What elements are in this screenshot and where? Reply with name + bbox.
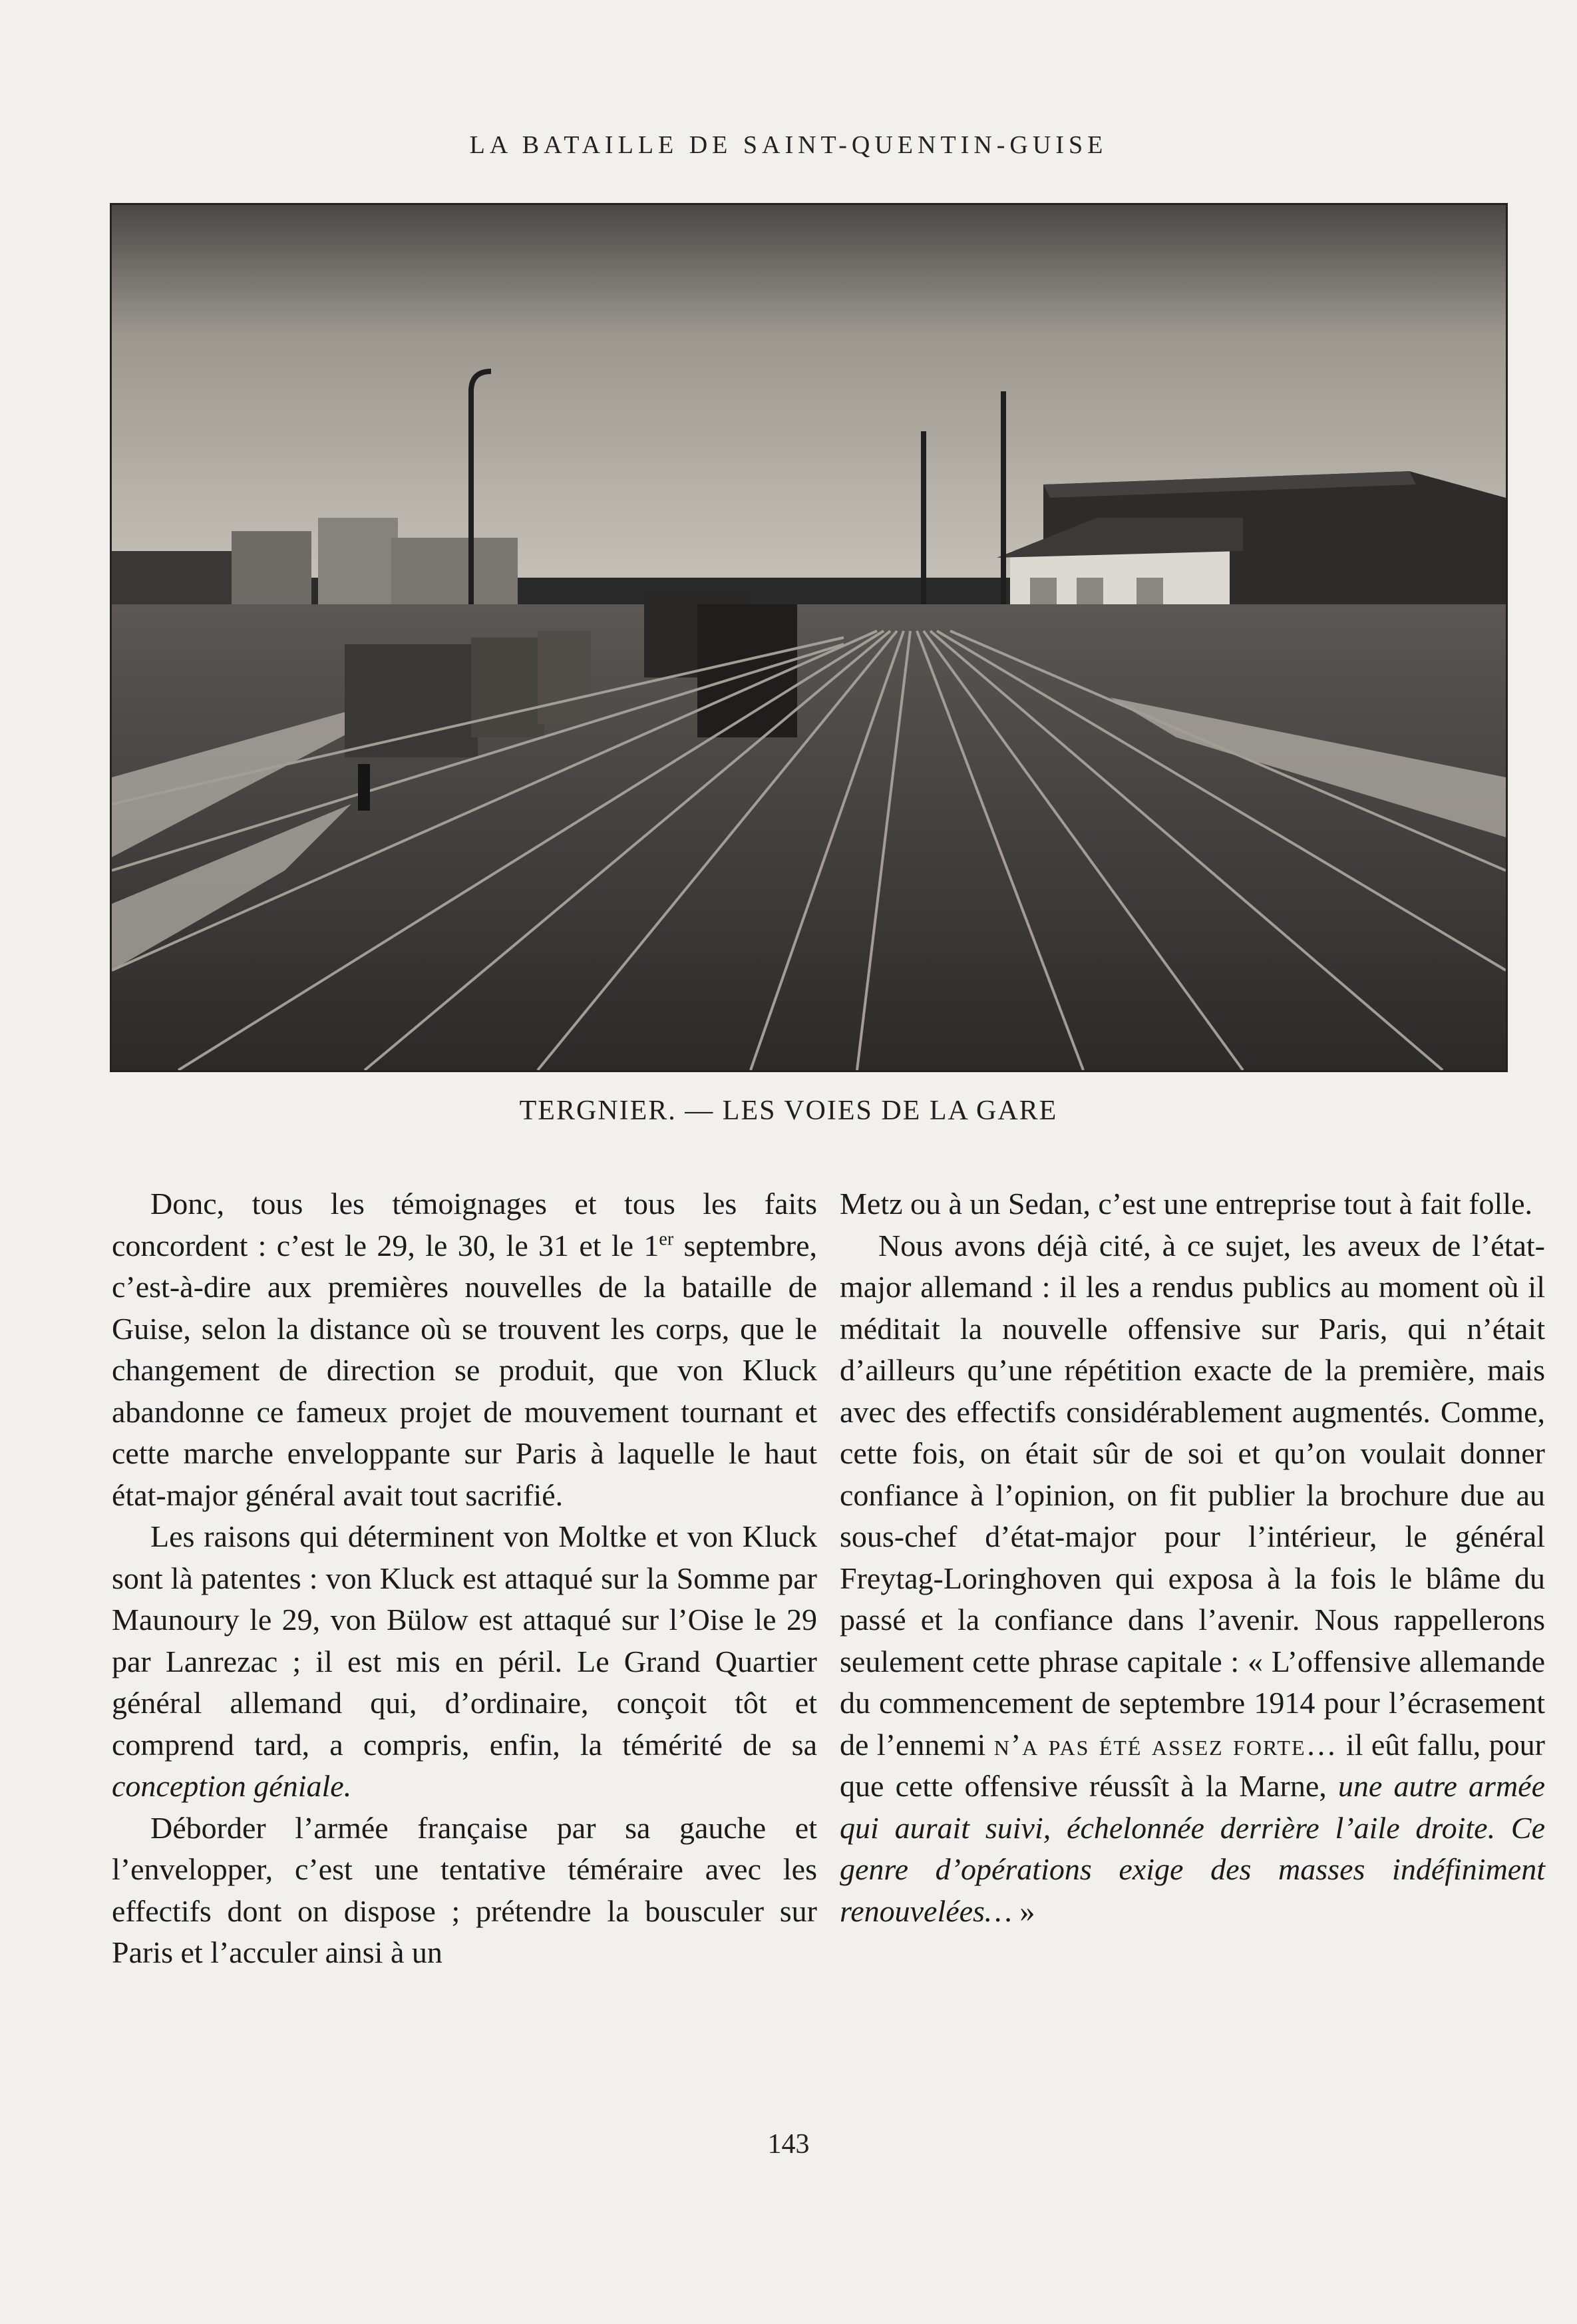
- paragraph: [840, 1183, 1545, 1225]
- railway-yard-illustration: [112, 205, 1506, 1070]
- station-photograph: [110, 203, 1508, 1072]
- paragraph-text: il eût fallu, pour que cette offensive réussît à la Marne,: [840, 1727, 1545, 1803]
- right-text-column: [840, 1183, 1545, 1932]
- ground: [112, 604, 1506, 1070]
- paragraph-text: Déborder l’armée française par sa gauche et l’envelopper, c’est une tentative téméraire avec les effectifs dont on dispose ; prétendre la bousculer sur Paris et l’acculer ainsi à un: [112, 1810, 817, 1969]
- paragraph: [112, 1808, 817, 1974]
- figure-caption: TERGNIER. — LES VOIES DE LA GARE: [519, 1095, 1058, 1126]
- closing-quote: »: [1011, 1893, 1035, 1928]
- page-number: 143: [767, 2129, 810, 2160]
- paragraph-text: Nous avons déjà cité, à ce sujet, les aveux de l’état-major allemand : il les a rendus publics au moment où il méditait la nouvelle offensive sur Paris, qui n’était d’ailleurs qu’une répétition exacte de la première, mais avec des effectifs considérablement augmentés. Comme, cette fois, on était sûr de soi et qu’on voulait donner confiance à l’opinion, on fit publier la brochure due au sous-chef d’état-major pour l’intérieur, le général Freytag-Loringhoven qui exposa à la fois le blâme du passé et la confiance dans l’avenir. Nous rappellerons seulement cette phrase capitale : « L’offensive allemande du commencement de septembre 1914 pour l’écrasement de l’ennemi: [840, 1228, 1545, 1762]
- paragraph: [112, 1516, 817, 1808]
- standing-figure: [358, 764, 370, 811]
- paragraph-text: Les raisons qui déterminent von Moltke et von Kluck sont là patentes : von Kluck est attaqué sur la Somme par Maunoury le 29, von Bülow est attaqué sur l’Oise le 29 par Lanrezac ; il est mis en péril. Le Grand Quartier général allemand qui, d’ordinaire, conçoit tôt et comprend tard, a compris, enfin, la témérité de sa: [112, 1519, 817, 1762]
- italic-text: une autre armée qui aurait suivi, échelonnée derrière l’aile droite. Ce genre d’opérations exige des masses indéfiniment renouvelées…: [840, 1769, 1545, 1928]
- paragraph: [840, 1225, 1545, 1933]
- left-text-column: [112, 1183, 817, 1974]
- small-caps-text: n’a pas été assez forte…: [993, 1727, 1338, 1762]
- paragraph-text: septembre, c’est-à-dire aux premières nouvelles de la bataille de Guise, selon la distance où se trouvent les corps, que le changement de direction se produit, que von Kluck abandonne ce fameux projet de mouvement tournant et cette marche enveloppante sur Paris à laquelle le haut état-major général avait tout sacrifié.: [112, 1228, 817, 1512]
- paragraph-text: Donc, tous les témoignages et tous les faits concordent : c’est le 29, le 30, le 31 et le 1: [112, 1187, 817, 1262]
- paragraph: [112, 1183, 817, 1516]
- italic-text: conception géniale.: [112, 1769, 352, 1803]
- running-title: LA BATAILLE DE SAINT-QUENTIN-GUISE: [469, 131, 1108, 159]
- ordinal-superscript: er: [659, 1229, 674, 1250]
- paragraph-text: Metz ou à un Sedan, c’est une entreprise tout à fait folle.: [840, 1187, 1533, 1221]
